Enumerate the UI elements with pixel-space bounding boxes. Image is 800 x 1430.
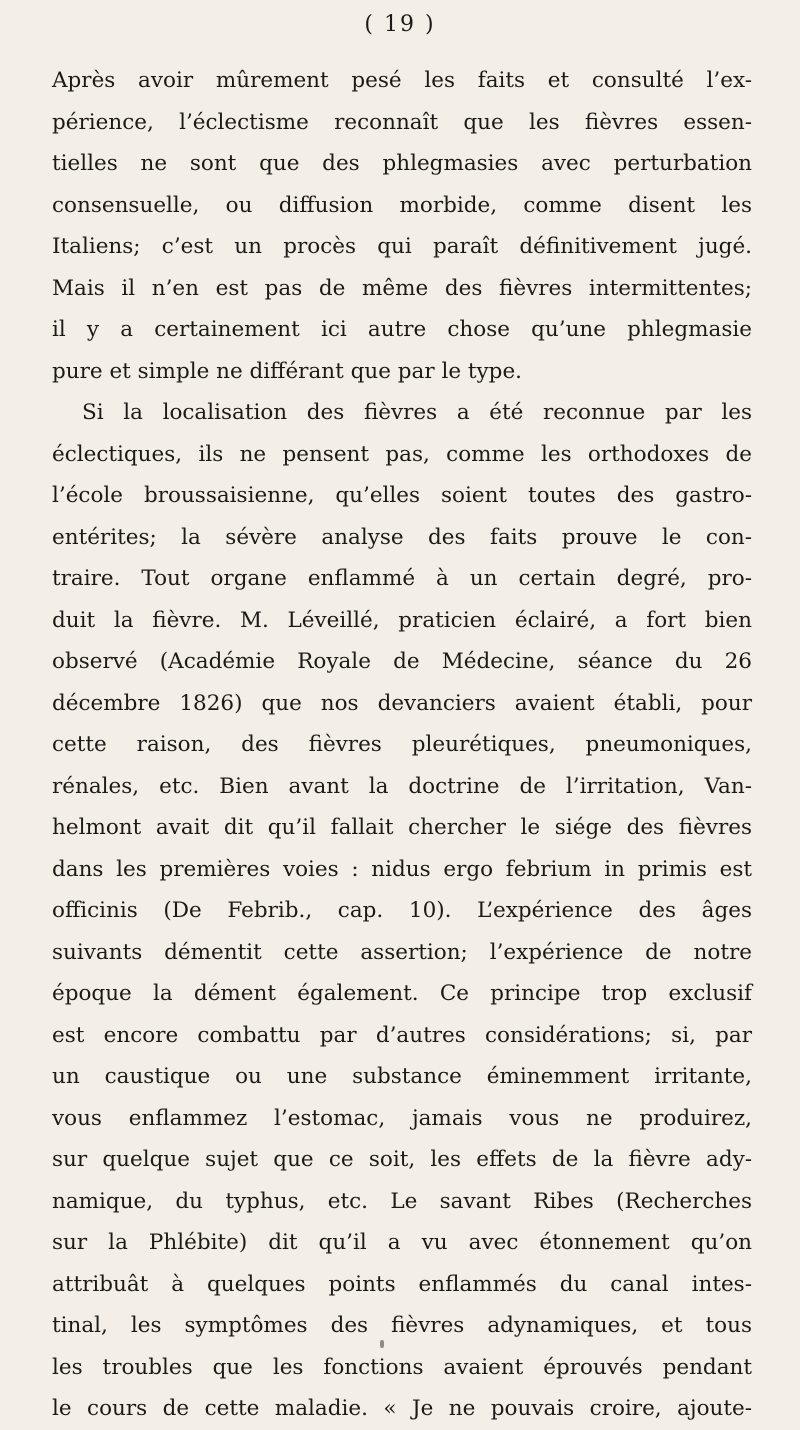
- text-line: éclectiques, ils ne pensent pas, comme les orthodoxes de: [52, 441, 752, 467]
- text-line: le cours de cette maladie. « Je ne pouvais croire, ajoute-: [52, 1396, 752, 1421]
- text-line: rénales, etc. Bien avant la doctrine de l’irritation, Van-: [52, 773, 752, 799]
- text-line: époque la dément également. Ce principe trop exclusif: [52, 981, 752, 1006]
- text-line: dans les premières voies : nidus ergo febrium in primis est: [52, 856, 752, 882]
- text-line: namique, du typhus, etc. Le savant Ribes (Recherches: [52, 1188, 752, 1214]
- text-line: sur quelque sujet que ce soit, les effets de la fièvre ady-: [52, 1147, 752, 1172]
- text-line: Mais il n’en est pas de même des fièvres intermittentes;: [52, 275, 752, 301]
- text-line: un caustique ou une substance éminemment irritante,: [52, 1064, 752, 1089]
- text-line: Italiens; c’est un procès qui paraît définitivement jugé.: [52, 234, 752, 259]
- text-line: il y a certainement ici autre chose qu’une phlegmasie: [52, 317, 752, 342]
- text-line: helmont avait dit qu’il fallait chercher le siége des fièvres: [52, 815, 752, 840]
- text-line: traire. Tout organe enflammé à un certain degré, pro-: [52, 566, 752, 591]
- text-line: tinal, les symptômes des fièvres adynamiques, et tous: [52, 1313, 752, 1338]
- paper-speck: [380, 1340, 384, 1348]
- text-line: les troubles que les fonctions avaient éprouvés pendant: [52, 1354, 752, 1380]
- text-line: décembre 1826) que nos devanciers avaient établi, pour: [52, 690, 752, 716]
- text-line: l’école broussaisienne, qu’elles soient toutes des gastro-: [52, 483, 752, 508]
- text-line: tielles ne sont que des phlegmasies avec perturbation: [52, 151, 752, 176]
- text-line: suivants démentit cette assertion; l’expérience de notre: [52, 939, 752, 965]
- text-line: entérites; la sévère analyse des faits prouve le con-: [52, 524, 752, 550]
- page-number: ( 19 ): [364, 12, 436, 37]
- text-line: est encore combattu par d’autres considérations; si, par: [52, 1022, 752, 1048]
- text-line: vous enflammez l’estomac, jamais vous ne produirez,: [52, 1105, 752, 1131]
- text-line: observé (Académie Royale de Médecine, séance du 26: [52, 649, 752, 674]
- text-line: sur la Phlébite) dit qu’il a vu avec étonnement qu’on: [52, 1230, 752, 1255]
- text-line: périence, l’éclectisme reconnaît que les fièvres essen-: [52, 109, 752, 135]
- text-line: Si la localisation des fièvres a été reconnue par les: [82, 400, 752, 425]
- text-line: officinis (De Febrib., cap. 10). L’expérience des âges: [52, 898, 752, 923]
- text-line: pure et simple ne différant que par le type.: [52, 358, 522, 384]
- body-text: [52, 60, 752, 1430]
- text-line: duit la fièvre. M. Léveillé, praticien éclairé, a fort bien: [52, 607, 752, 633]
- text-line: attribuât à quelques points enflammés du canal intes-: [52, 1271, 752, 1297]
- text-line: consensuelle, ou diffusion morbide, comme disent les: [52, 192, 752, 218]
- text-line: Après avoir mûrement pesé les faits et consulté l’ex-: [52, 68, 752, 93]
- text-line: cette raison, des fièvres pleurétiques, pneumoniques,: [52, 732, 752, 757]
